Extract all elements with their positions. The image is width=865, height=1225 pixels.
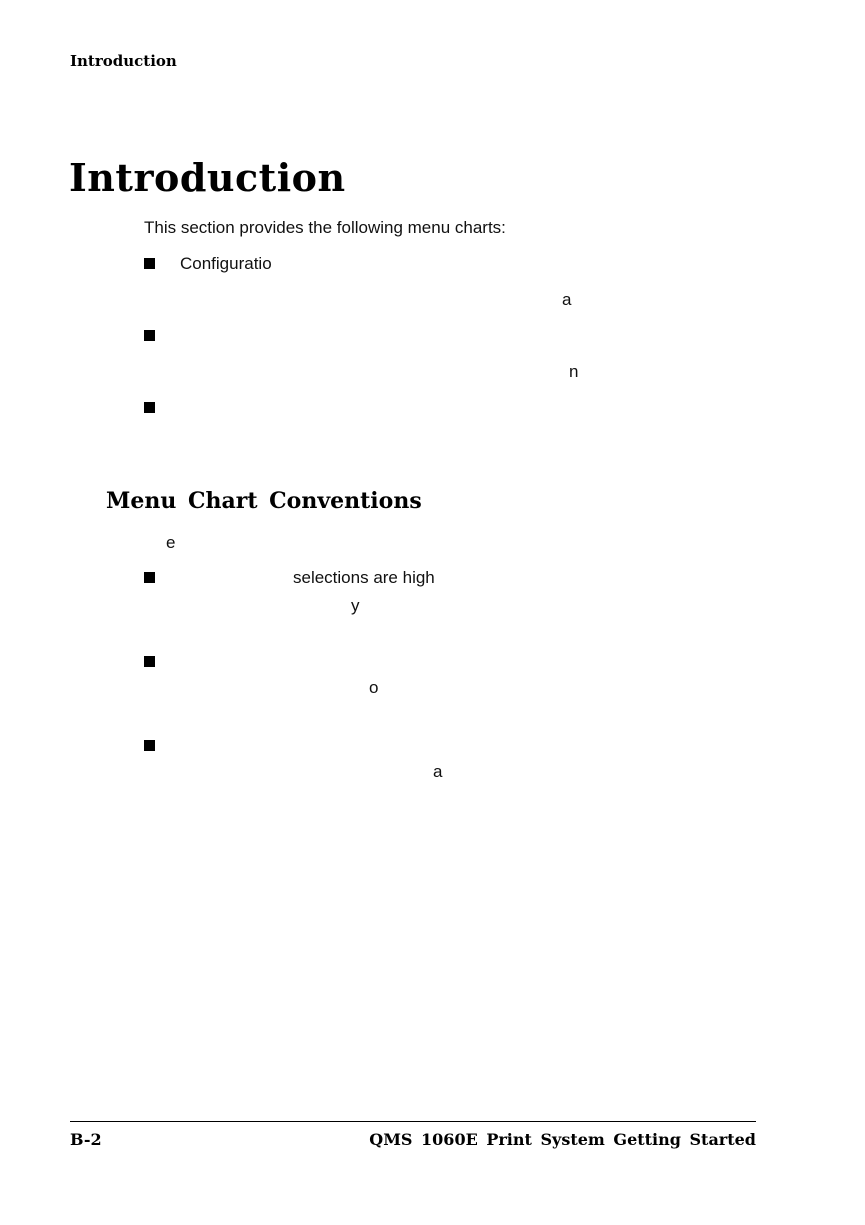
footer-rule xyxy=(70,1121,756,1122)
convention-item-1-text: selections are high xyxy=(293,568,435,587)
bullet-convention-1 xyxy=(144,572,155,583)
intro-text: This section provides the following menu charts: xyxy=(144,218,506,237)
convention-item-2-fragment: o xyxy=(369,678,379,697)
conventions-lead-fragment: e xyxy=(166,533,176,552)
footer-doc-title: QMS 1060E Print System Getting Started xyxy=(369,1130,756,1149)
running-head: Introduction xyxy=(70,52,177,70)
bullet-convention-3 xyxy=(144,740,155,751)
convention-item-1-fragment: y xyxy=(351,596,360,615)
bullet-convention-2 xyxy=(144,656,155,667)
bullet-chart-1 xyxy=(144,258,155,269)
chart-item-2-fragment: n xyxy=(569,362,579,381)
section-heading-conventions: Menu Chart Conventions xyxy=(106,488,422,514)
bullet-chart-2 xyxy=(144,330,155,341)
chart-item-1-text: Configuratio xyxy=(180,254,272,273)
page-title: Introduction xyxy=(69,155,346,200)
bullet-chart-3 xyxy=(144,402,155,413)
convention-item-3-fragment: a xyxy=(433,762,443,781)
footer-page-number: B-2 xyxy=(70,1130,102,1149)
chart-item-1-fragment: a xyxy=(562,290,572,309)
